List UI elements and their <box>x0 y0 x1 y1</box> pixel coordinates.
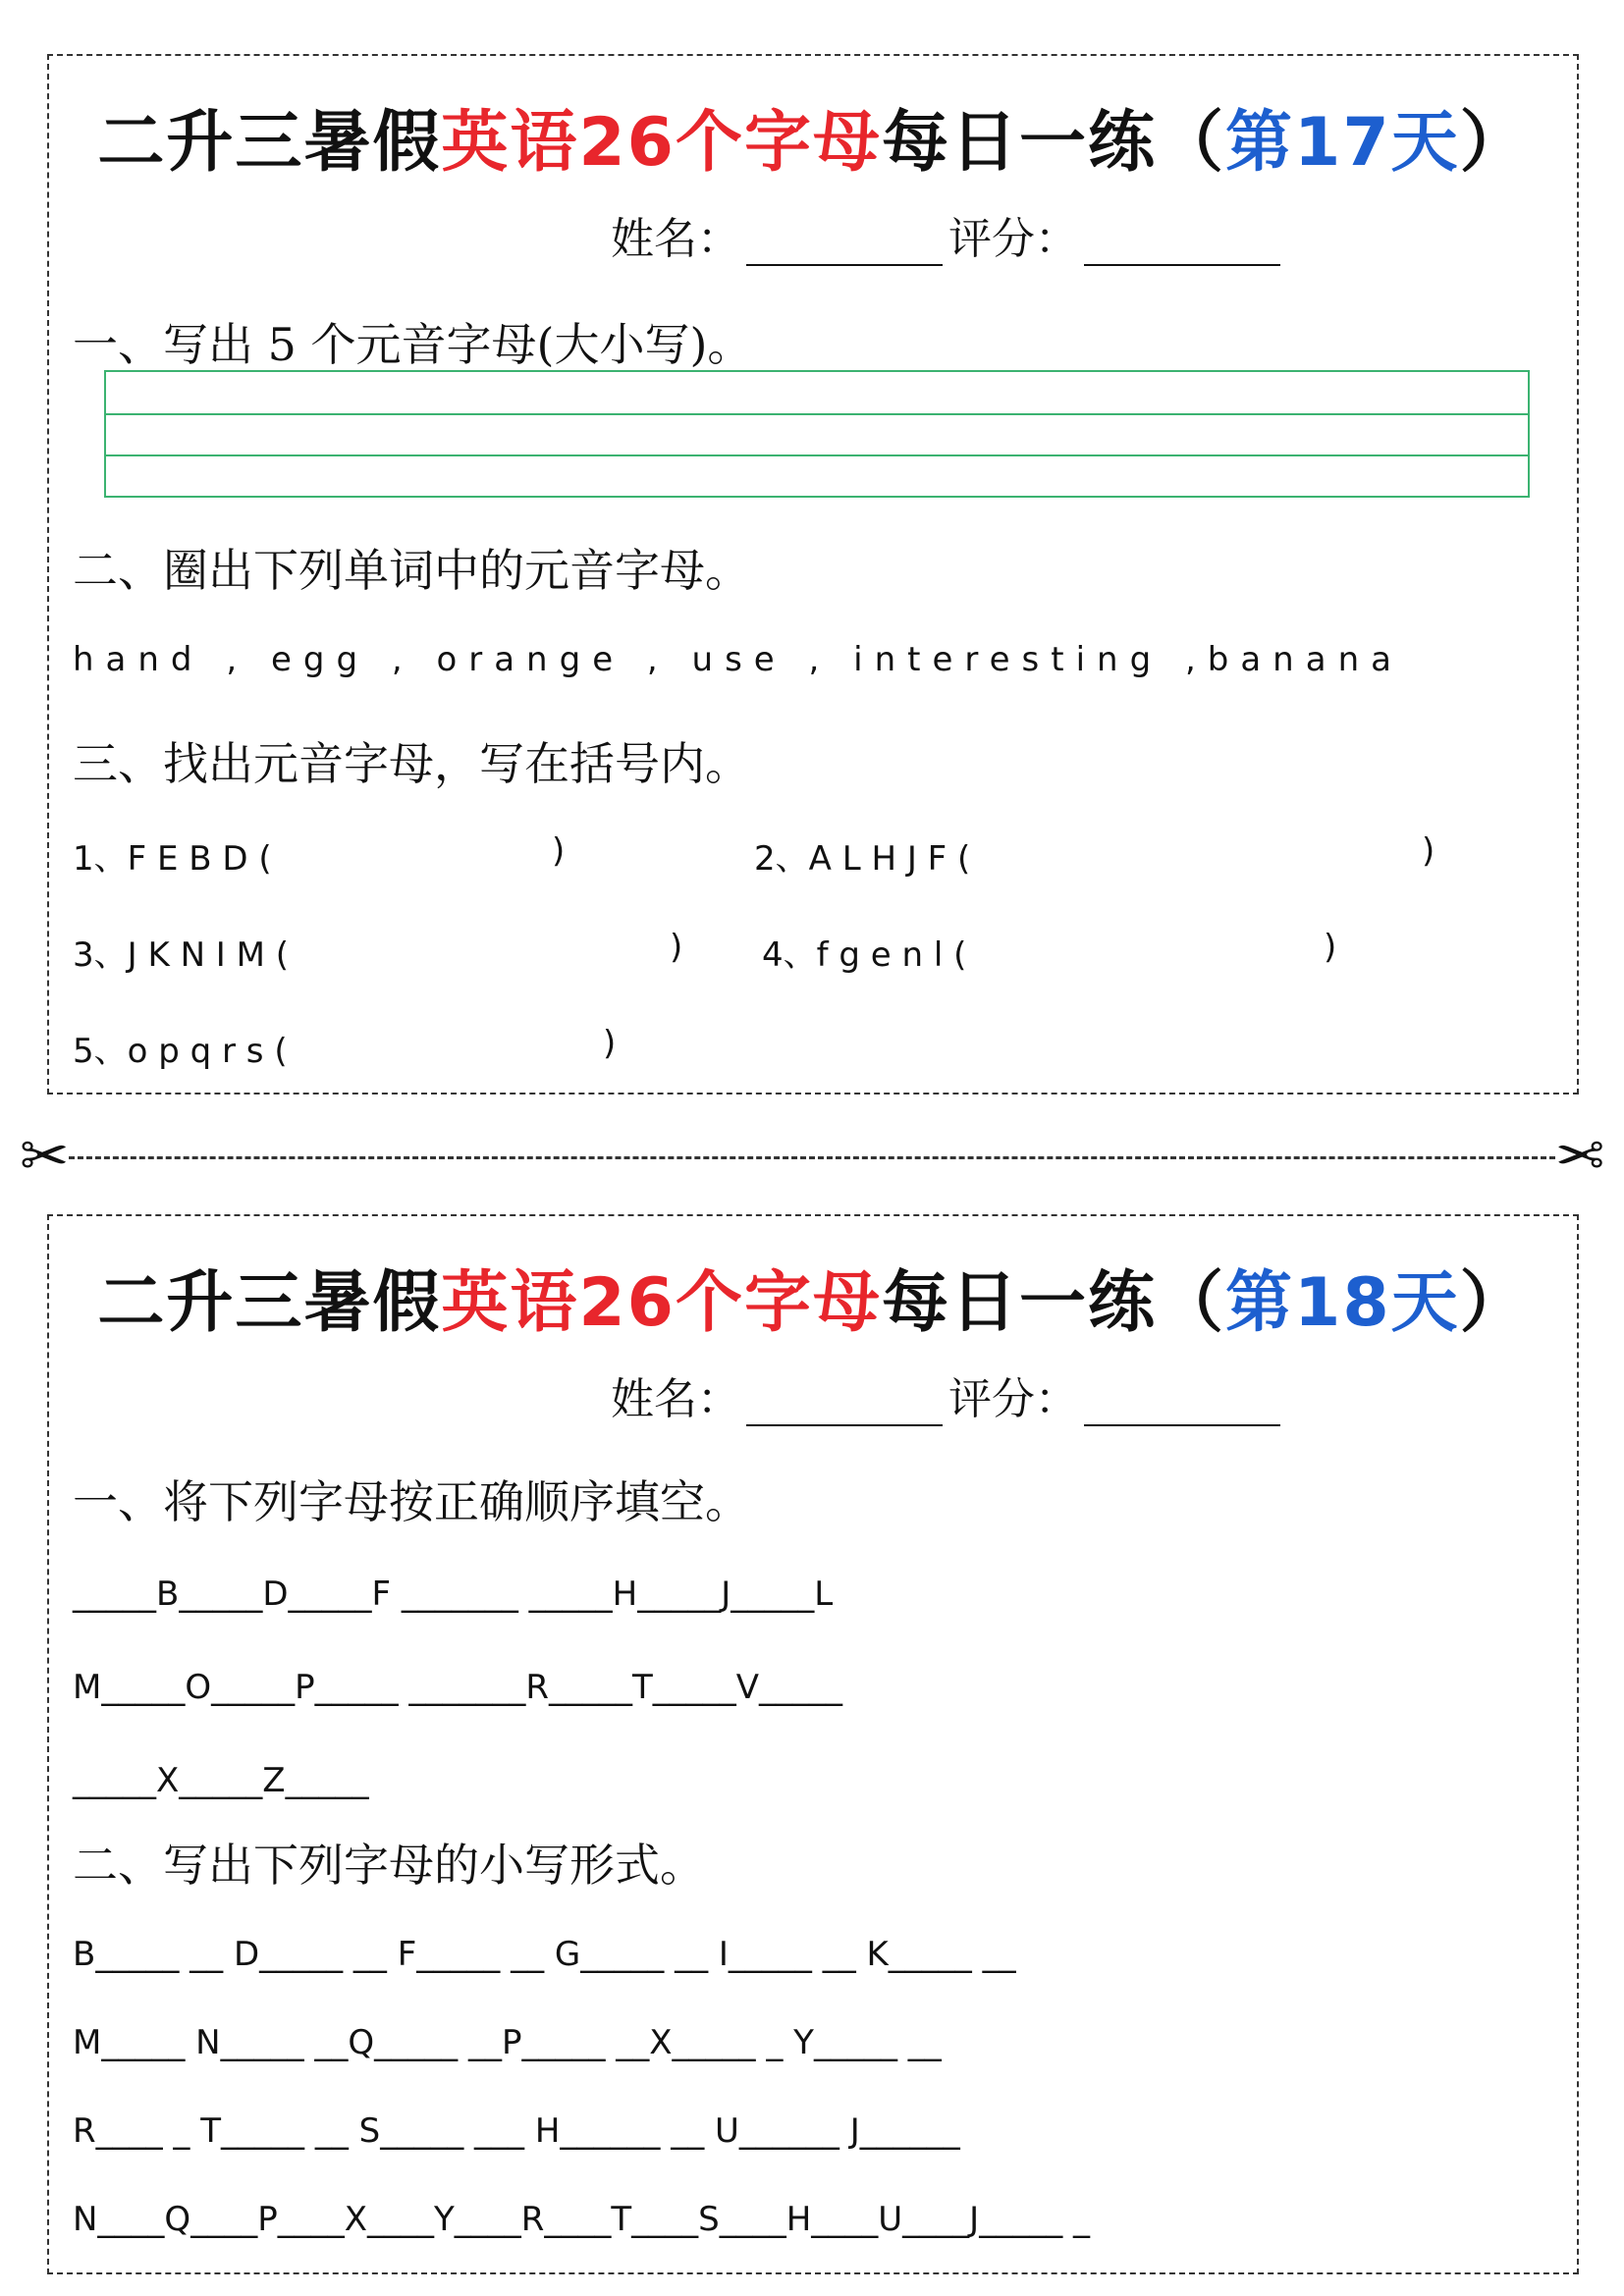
section-2-heading: 二、圈出下列单词中的元音字母。 <box>73 544 750 597</box>
worksheet-day17 <box>47 54 1579 1095</box>
question-5: 5、o p q r s ( <box>73 1032 288 1071</box>
word-list: hand , egg , orange , use , interesting ,banana <box>73 640 1403 679</box>
name-label: 姓名： <box>611 1374 740 1424</box>
question-3: 3、J K N I M ( <box>73 935 290 975</box>
section-3-heading: 三、找出元音字母，写在括号内。 <box>73 737 750 790</box>
question-4: 4、f g e n l ( <box>762 935 967 975</box>
grid-line <box>106 454 1528 456</box>
lowercase-row-1: B_____ __ D_____ __ F_____ __ G_____ __ I_____ __ K_____ __ <box>73 1935 1016 1974</box>
section-1-heading: 一、将下列字母按正确顺序填空。 <box>73 1475 750 1528</box>
question-2: 2、A L H J F ( <box>754 839 971 879</box>
question-5-close: ) <box>603 1024 617 1063</box>
worksheet-day18 <box>47 1214 1579 2274</box>
name-blank[interactable] <box>746 1385 943 1426</box>
scissors-icon: ✂ <box>20 1122 70 1191</box>
question-3-close: ) <box>670 928 683 967</box>
lowercase-row-4: N____Q____P____X____Y____R____T____S____H____U____J_____ _ <box>73 2200 1091 2239</box>
name-label: 姓名： <box>611 214 740 264</box>
worksheet-title: 二升三暑假英语26个字母每日一练（第18天） <box>97 1264 1529 1342</box>
cut-line <box>69 1156 1555 1159</box>
grid-line <box>106 413 1528 415</box>
name-score-row <box>611 1363 1286 1426</box>
section-2-heading: 二、写出下列字母的小写形式。 <box>73 1839 705 1892</box>
scissors-icon: ✂ <box>1554 1122 1604 1191</box>
section-1-heading: 一、写出 5 个元音字母(大小写)。 <box>73 318 753 371</box>
lowercase-row-3: R____ _ T_____ __ S_____ ___ H______ __ U______ J______ <box>73 2111 960 2151</box>
name-blank[interactable] <box>746 225 943 266</box>
name-score-row <box>611 203 1286 266</box>
question-2-close: ) <box>1422 831 1435 871</box>
score-blank[interactable] <box>1084 1385 1280 1426</box>
score-label: 评分： <box>948 1374 1078 1424</box>
score-label: 评分： <box>948 214 1078 264</box>
question-4-close: ) <box>1324 928 1337 967</box>
score-blank[interactable] <box>1084 225 1280 266</box>
writing-grid[interactable] <box>104 370 1530 498</box>
worksheet-title: 二升三暑假英语26个字母每日一练（第17天） <box>97 104 1529 182</box>
question-1-close: ) <box>552 831 566 871</box>
sequence-row-3: _____X_____Z_____ <box>73 1761 369 1800</box>
question-1: 1、F E B D ( <box>73 839 272 879</box>
sequence-row-2: M_____O_____P_____ _______R_____T_____V_____ <box>73 1668 843 1707</box>
lowercase-row-2: M_____ N_____ __Q_____ __P_____ __X_____ _ Y_____ __ <box>73 2023 942 2062</box>
sequence-row-1: _____B_____D_____F _______ _____H_____J_____L <box>73 1575 834 1614</box>
